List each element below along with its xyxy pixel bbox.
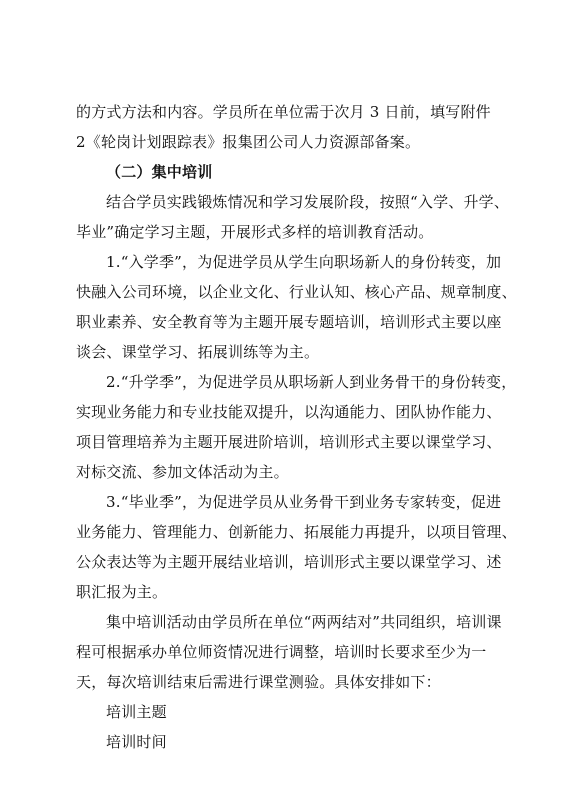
body-line-1: 的方式方法和内容。学员所在单位需于次月 3 日前，填写附件 [76, 103, 491, 121]
body-line-15: 公众表达等为主题开展结业培训，培训形式主要以课堂学习、述 [76, 553, 502, 571]
body-line-5: 1.“入学季”，为促进学员从学生向职场新人的身份转变，加 [106, 253, 502, 271]
body-line-8: 谈会、课堂学习、拓展训练等为主。 [76, 343, 320, 361]
body-line-7: 职业素养、安全教育等为主题开展专题培训，培训形式主要以座 [76, 313, 502, 331]
section-heading: （二）集中培训 [106, 163, 213, 181]
training-time-label: 培训时间 [106, 733, 167, 751]
body-line-12: 对标交流、参加文体活动为主。 [76, 463, 289, 481]
body-line-4: 毕业”确定学习主题，开展形式多样的培训教育活动。 [76, 223, 434, 241]
body-line-3: 结合学员实践锻炼情况和学习发展阶段，按照“入学、升学、 [106, 193, 510, 211]
body-line-2: 2《轮岗计划跟踪表》报集团公司人力资源部备案。 [76, 133, 421, 151]
body-line-13: 3.“毕业季”，为促进学员从业务骨干到业务专家转变，促进 [106, 493, 502, 511]
body-line-9: 2.“升学季”，为促进学员从职场新人到业务骨干的身份转变， [106, 373, 517, 391]
training-topic-label: 培训主题 [106, 703, 167, 721]
body-line-14: 业务能力、管理能力、创新能力、拓展能力再提升，以项目管理、 [76, 523, 517, 541]
body-line-11: 项目管理培养为主题开展进阶培训，培训形式主要以课堂学习、 [76, 433, 502, 451]
body-line-6: 快融入公司环境，以企业文化、行业认知、核心产品、规章制度、 [76, 283, 517, 301]
body-line-10: 实现业务能力和专业技能双提升，以沟通能力、团队协作能力、 [76, 403, 502, 421]
body-line-19: 天，每次培训结束后需进行课堂测验。具体安排如下： [76, 673, 441, 691]
body-line-16: 职汇报为主。 [76, 583, 168, 601]
body-line-17: 集中培训活动由学员所在单位“两两结对”共同组织，培训课 [106, 613, 502, 631]
body-line-18: 程可根据承办单位师资情况进行调整，培训时长要求至少为一 [76, 643, 487, 661]
